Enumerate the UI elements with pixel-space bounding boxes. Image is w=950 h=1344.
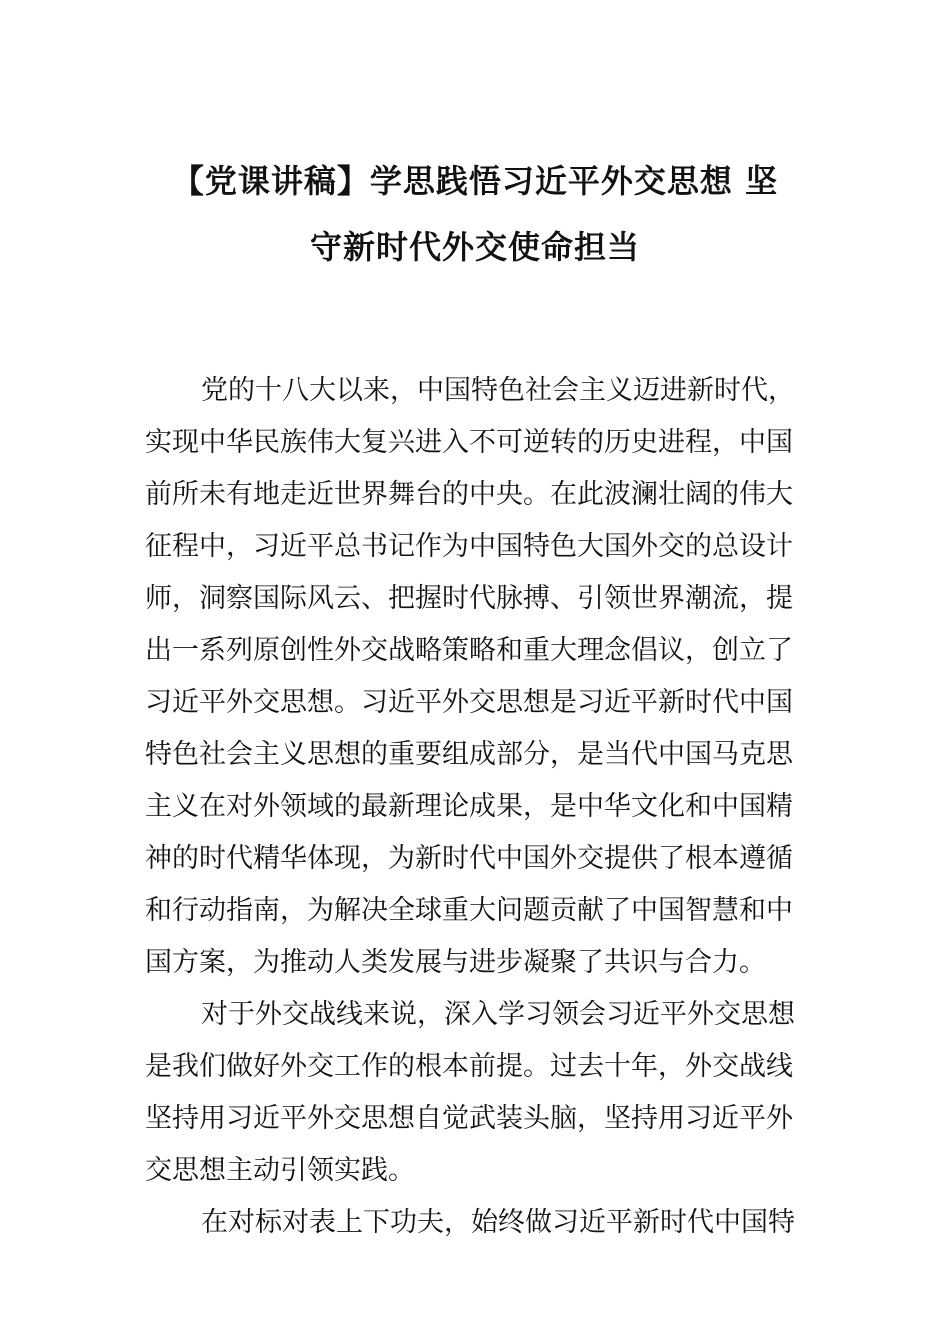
text-line: 在对标对表上下功夫，始终做习近平新时代中国特 (201, 1207, 795, 1238)
text-line: 神的时代精华体现，为新时代中国外交提供了根本遵循 (145, 843, 793, 874)
text-line: 特色社会主义思想的重要组成部分，是当代中国马克思 (145, 739, 793, 770)
text-line: 党的十八大以来，中国特色社会主义迈进新时代， (201, 375, 795, 406)
text-line: 坚持用习近平外交思想自觉武装头脑，坚持用习近平外 (145, 1103, 793, 1134)
title-line-1: 【党课讲稿】学思践悟习近平外交思想 坚 (171, 162, 779, 200)
text-line: 师，洞察国际风云、把握时代脉搏、引领世界潮流，提 (145, 583, 793, 614)
text-line: 主义在对外领域的最新理论成果，是中华文化和中国精 (145, 791, 793, 822)
text-line: 实现中华民族伟大复兴进入不可逆转的历史进程，中国 (145, 427, 793, 458)
text-line: 前所未有地走近世界舞台的中央。在此波澜壮阔的伟大 (145, 479, 793, 510)
paragraph-1 (145, 365, 810, 989)
text-line: 出一系列原创性外交战略策略和重大理念倡议，创立了 (145, 635, 793, 666)
text-line: 对于外交战线来说，深入学习领会习近平外交思想 (201, 999, 795, 1030)
text-line: 交思想主动引领实践。 (145, 1155, 415, 1186)
text-line: 是我们做好外交工作的根本前提。过去十年，外交战线 (145, 1051, 793, 1082)
document-title (140, 148, 810, 280)
text-line: 和行动指南，为解决全球重大问题贡献了中国智慧和中 (145, 895, 793, 926)
text-line: 习近平外交思想。习近平外交思想是习近平新时代中国 (145, 687, 793, 718)
title-line-2: 守新时代外交使命担当 (309, 228, 640, 266)
text-line: 征程中，习近平总书记作为中国特色大国外交的总设计 (145, 531, 793, 562)
paragraph-3 (145, 1197, 810, 1249)
text-line: 国方案，为推动人类发展与进步凝聚了共识与合力。 (145, 947, 766, 978)
paragraph-2 (145, 989, 810, 1197)
document-body (145, 365, 810, 1249)
